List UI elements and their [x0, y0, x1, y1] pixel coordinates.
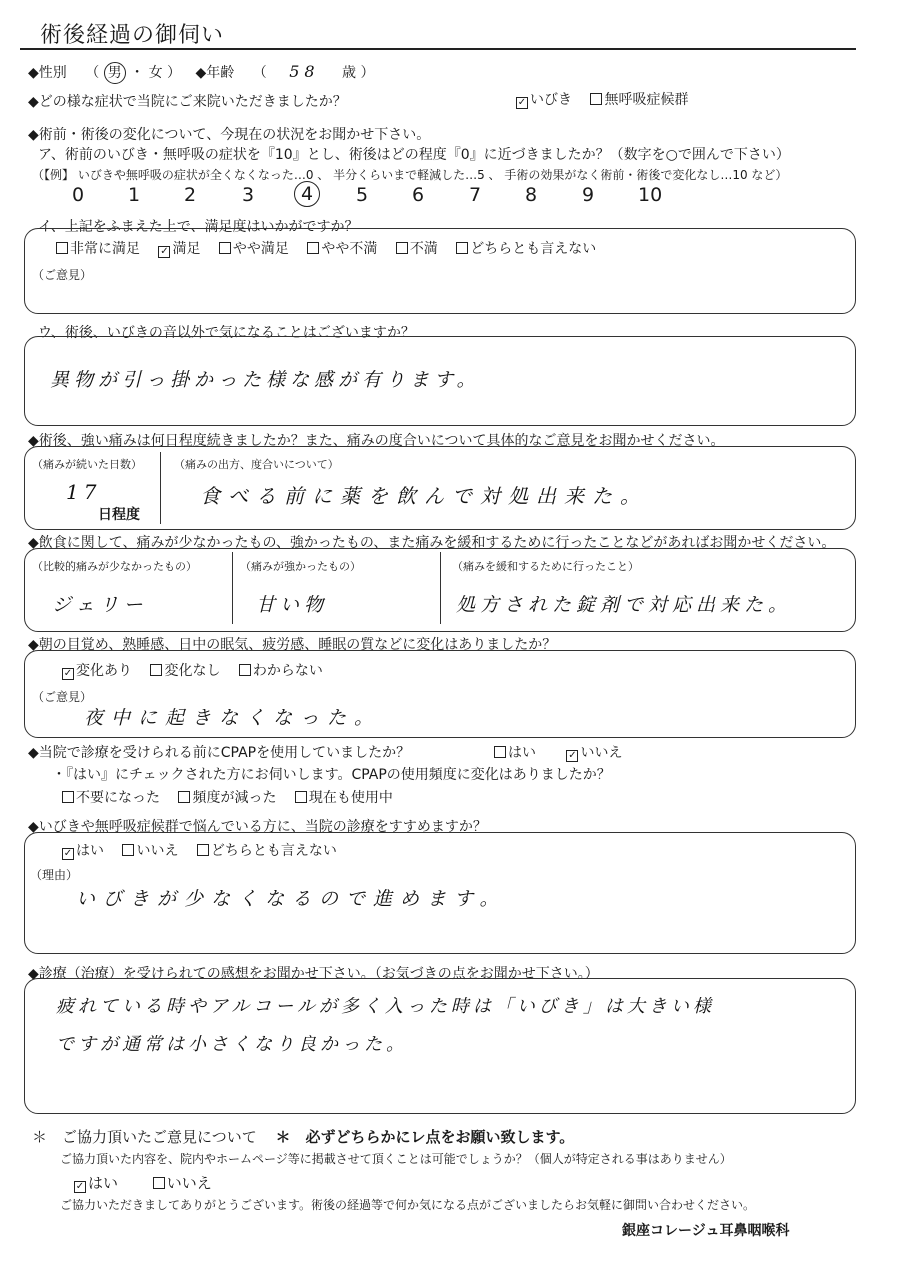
q6-strong-label: （痛みが強かったもの）: [240, 560, 361, 573]
checkbox-checked-icon: ✓: [63, 668, 73, 679]
checkbox-checked-icon: ✓: [75, 1181, 85, 1192]
q8-sub-text: ・『はい』にチェックされた方にお伺いします。CPAPの使用頻度に変化はありましたか？: [52, 767, 611, 783]
q4-answer[interactable]: 異物が引っ掛かった様な感が有ります。: [50, 369, 481, 391]
checkbox-icon: [456, 242, 468, 254]
q5-text: ◆術後、強い痛みは何日程度続きましたか？また、痛みの度合いについて具体的なご意見をお聞かせください。: [28, 433, 725, 449]
q1-options: [516, 89, 702, 109]
scale-2[interactable]: 2: [184, 184, 197, 206]
q3-option-neither[interactable]: どちらとも言えない: [456, 238, 596, 258]
q6-relief-label: （痛みを緩和するために行ったこと）: [452, 560, 639, 573]
checkbox-icon: [122, 844, 134, 856]
checkbox-icon: [239, 664, 251, 676]
gender-age-row: ◆性別 （ 男 ・ 女 ） ◆年齢 （ 58 歳 ）: [28, 62, 374, 84]
q2-example: （【例】 いびきや無呼吸の症状が全くなくなった…0 、 半分くらいまで軽減した…5 、 手術の効果がなく術前・術後で変化なし…10 など）: [32, 168, 788, 182]
footer-note-consent: ＊ ご協力頂いたご意見について: [32, 1128, 257, 1146]
scale-0[interactable]: 0: [72, 184, 85, 206]
q7-text: ◆朝の目覚め、熟睡感、日中の眠気、疲労感、睡眠の質などに変化はありましたか？: [28, 637, 557, 653]
q8-sub-options: [62, 787, 407, 807]
q9-option-neither[interactable]: どちらとも言えない: [197, 840, 337, 860]
q3-opinion-label: （ご意見）: [32, 268, 93, 282]
q1-text: ◆どの様な症状で当院にご来院いただきましたか？: [28, 94, 347, 110]
q9-reason-label: （理由）: [30, 868, 79, 882]
q2-text: ◆術前・術後の変化について、今現在の状況をお聞かせ下さい。: [28, 127, 431, 143]
q5-days-label: （痛みが続いた日数）: [32, 458, 142, 471]
q5-detail-answer[interactable]: 食べる前に薬を飲んで対処出来た。: [200, 484, 648, 508]
checkbox-checked-icon: ✓: [517, 97, 527, 108]
q8-sub-option-not-needed[interactable]: 不要になった: [62, 787, 160, 807]
q3-option-very-satisfied[interactable]: 非常に満足: [56, 238, 140, 258]
q7-option-no-change[interactable]: 変化なし: [150, 660, 220, 680]
gender-female-option[interactable]: 女: [148, 65, 163, 81]
q5-divider: [160, 452, 161, 524]
scale-1[interactable]: 1: [128, 184, 141, 206]
q9-options: [62, 840, 351, 860]
q3-options: [56, 238, 610, 258]
q10-text: ◆診療（治療）を受けられての感想をお聞かせ下さい。（お気づきの点をお聞かせ下さい。）: [28, 966, 599, 982]
q5-days-unit: 日程度: [98, 507, 140, 523]
q6-strong-answer[interactable]: 甘い物: [256, 594, 329, 616]
q8-option-yes[interactable]: はい: [494, 742, 536, 762]
q8-sub-option-still-using[interactable]: 現在も使用中: [295, 787, 393, 807]
q7-options: [62, 660, 337, 680]
q9-answer[interactable]: いびきが少なくなるので進めます。: [76, 888, 507, 910]
q8-option-no[interactable]: ✓ いいえ: [568, 745, 623, 761]
q3-text: イ、上記をふまえた上で、満足度はいかがですか？: [38, 219, 359, 235]
footer-option-no[interactable]: いいえ: [153, 1172, 212, 1193]
footer-options: [74, 1172, 226, 1193]
q5-days-value[interactable]: 17: [66, 480, 102, 504]
footer-line1: [32, 1126, 574, 1147]
checkbox-icon: [178, 791, 190, 803]
gender-label: ◆性別: [28, 65, 67, 81]
q1-option-apnea[interactable]: 無呼吸症候群: [590, 89, 688, 109]
footer-question: ご協力頂いた内容を、院内やホームページ等に掲載させて頂くことは可能でしょうか？（個人が特定される事はありません）: [60, 1152, 732, 1166]
clinic-name: 銀座コレージュ耳鼻咽喉科: [622, 1223, 790, 1239]
footer-option-yes[interactable]: ✓ はい: [75, 1174, 119, 1192]
scale-4-selected[interactable]: 4: [294, 181, 320, 207]
q2-a-text: ア、術前のいびき・無呼吸の症状を『10』とし、術後はどの程度『0』に近づきましたか？（数字を○で囲んで下さい）: [38, 147, 790, 163]
checkbox-icon: [590, 93, 602, 105]
age-label: ◆年齢: [195, 65, 235, 81]
checkbox-icon: [150, 664, 162, 676]
q10-answer-line2[interactable]: ですが通常は小さくなり良かった。: [56, 1034, 408, 1055]
footer-note-required: ＊ 必ずどちらかにレ点をお願い致します。: [275, 1128, 575, 1146]
checkbox-checked-icon: ✓: [63, 848, 73, 859]
q7-option-unknown[interactable]: わからない: [239, 660, 323, 680]
checkbox-checked-icon: ✓: [160, 246, 169, 257]
title-rule: [20, 48, 856, 50]
scale-3[interactable]: 3: [242, 184, 255, 206]
q5-detail-label: （痛みの出方、度合いについて）: [174, 458, 339, 471]
checkbox-icon: [197, 844, 209, 856]
q3-option-somewhat-satisfied[interactable]: やや満足: [219, 238, 289, 258]
checkbox-icon: [219, 242, 231, 254]
scale-10[interactable]: 10: [638, 184, 663, 206]
q3-option-dissatisfied[interactable]: 不満: [396, 238, 438, 258]
q4-text: ウ、術後、いびきの音以外で気になることはございますか？: [38, 325, 415, 341]
checkbox-icon: [494, 746, 506, 758]
scale-6[interactable]: 6: [412, 184, 425, 206]
q9-option-no[interactable]: いいえ: [122, 840, 178, 860]
scale-5[interactable]: 5: [356, 184, 369, 206]
q6-text: ◆飲食に関して、痛みが少なかったもの、強かったもの、また痛みを緩和するために行ったことなどがあればお聞かせください。: [28, 535, 836, 551]
q7-answer[interactable]: 夜中に起きなくなった。: [84, 707, 382, 729]
gender-male-option[interactable]: 男: [104, 62, 126, 84]
q1-option-snoring[interactable]: ✓ いびき: [517, 92, 572, 108]
scale-9[interactable]: 9: [582, 184, 595, 206]
q7-opinion-label: （ご意見）: [32, 690, 93, 704]
q6-divider-2: [440, 552, 441, 624]
checkbox-icon: [396, 242, 408, 254]
q6-less-label: （比較的痛みが少なかったもの）: [32, 560, 197, 573]
q6-less-answer[interactable]: ジェリー: [52, 594, 148, 616]
checkbox-icon: [56, 242, 68, 254]
footer-thanks: ご協力いただきましてありがとうございます。術後の経過等で何か気になる点がございましたらお気軽に御問い合わせください。: [60, 1198, 756, 1212]
q8-text: ◆当院で診療を受けられる前にCPAPを使用していましたか？: [28, 745, 411, 761]
checkbox-icon: [62, 791, 74, 803]
q3-option-satisfied[interactable]: ✓ 満足: [160, 241, 201, 257]
q9-text: ◆いびきや無呼吸症候群で悩んでいる方に、当院の診療をすすめますか？: [28, 819, 487, 835]
checkbox-checked-icon: ✓: [568, 750, 577, 761]
age-value[interactable]: 58: [289, 62, 320, 81]
q9-option-yes[interactable]: ✓ はい: [63, 843, 104, 859]
checkbox-icon: [295, 791, 307, 803]
checkbox-icon: [307, 242, 319, 254]
q3-option-somewhat-dissatisfied[interactable]: やや不満: [307, 238, 377, 258]
q6-relief-answer[interactable]: 処方された錠剤で対応出来た。: [456, 594, 793, 616]
scale-8[interactable]: 8: [525, 184, 538, 206]
scale-7[interactable]: 7: [469, 184, 482, 206]
q6-divider-1: [232, 552, 233, 624]
q10-answer-line1[interactable]: 疲れている時やアルコールが多く入った時は「いびき」は大きい様: [56, 996, 715, 1017]
checkbox-icon: [153, 1177, 165, 1189]
q8-sub-option-reduced[interactable]: 頻度が減った: [178, 787, 276, 807]
page-title: 術後経過の御伺い: [40, 23, 225, 48]
q8-options: [494, 742, 636, 762]
q7-option-changed[interactable]: ✓ 変化あり: [63, 663, 132, 679]
